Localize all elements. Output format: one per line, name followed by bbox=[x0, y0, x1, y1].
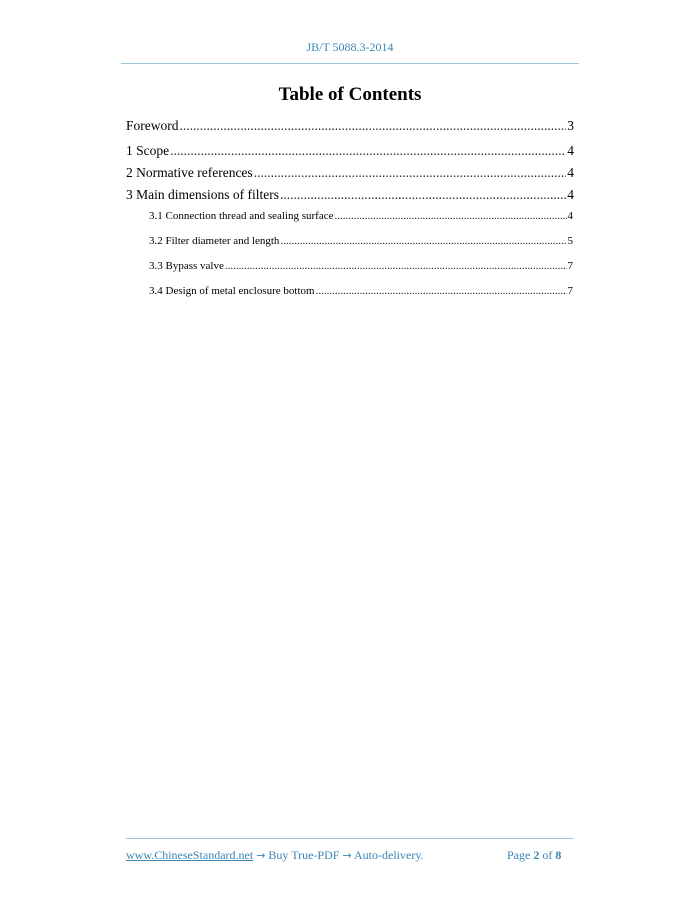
arrow-right-icon: → bbox=[256, 849, 266, 862]
header-doc-code: JB/T 5088.3-2014 bbox=[306, 40, 394, 54]
arrow-right-icon: → bbox=[342, 849, 352, 862]
toc-entry-foreword[interactable] bbox=[126, 118, 574, 134]
toc-entry-bypass-valve[interactable] bbox=[149, 260, 573, 272]
toc-leader-dots bbox=[170, 143, 566, 159]
header-divider bbox=[121, 63, 579, 64]
page-number bbox=[507, 848, 561, 863]
page-of: of bbox=[542, 848, 553, 862]
page-current: 2 bbox=[533, 848, 540, 862]
toc-entry-label: 3.1 Connection thread and sealing surface bbox=[149, 210, 334, 222]
toc-entry-enclosure-bottom[interactable] bbox=[149, 285, 573, 297]
toc-entry-label: 2 Normative references bbox=[126, 165, 253, 180]
toc-leader-dots bbox=[180, 118, 567, 134]
toc-entry-page: 3 bbox=[567, 118, 574, 133]
toc-leader-dots bbox=[316, 285, 567, 297]
footer-website-link[interactable]: www.ChineseStandard.net bbox=[126, 848, 254, 862]
toc-entry-normative-references[interactable] bbox=[126, 165, 574, 181]
toc-leader-dots bbox=[254, 165, 567, 181]
toc-entry-scope[interactable] bbox=[126, 143, 574, 159]
toc-leader-dots bbox=[280, 187, 566, 203]
toc-entry-label: 3.4 Design of metal enclosure bottom bbox=[149, 285, 315, 297]
toc-entry-label: 3.3 Bypass valve bbox=[149, 260, 224, 272]
toc-leader-dots bbox=[335, 210, 567, 222]
toc-entry-page: 4 bbox=[567, 165, 574, 180]
page-total: 8 bbox=[555, 848, 562, 862]
toc-entry-label: 3.2 Filter diameter and length bbox=[149, 235, 280, 247]
toc-entry-page: 7 bbox=[567, 285, 573, 297]
toc-entry-page: 4 bbox=[567, 210, 573, 222]
toc-entry-label: Foreword bbox=[126, 118, 179, 133]
footer-buy-text: Buy True-PDF bbox=[268, 848, 340, 862]
toc-entry-filter-diameter[interactable] bbox=[149, 235, 573, 247]
footer-delivery-text: Auto-delivery. bbox=[354, 848, 424, 862]
footer-promo bbox=[126, 848, 424, 863]
toc-entry-main-dimensions[interactable] bbox=[126, 187, 574, 203]
toc-entry-page: 5 bbox=[567, 235, 573, 247]
toc-entry-label: 3 Main dimensions of filters bbox=[126, 187, 279, 202]
toc-leader-dots bbox=[225, 260, 567, 272]
page-word: Page bbox=[507, 848, 531, 862]
page-title: Table of Contents bbox=[278, 84, 422, 105]
toc-leader-dots bbox=[280, 235, 566, 247]
toc-entry-label: 1 Scope bbox=[126, 143, 170, 158]
toc-entry-page: 4 bbox=[567, 187, 574, 202]
toc-entry-page: 4 bbox=[567, 143, 574, 158]
footer-divider bbox=[126, 838, 574, 839]
toc-entry-page: 7 bbox=[567, 260, 573, 272]
toc-entry-connection-thread[interactable] bbox=[149, 210, 573, 222]
